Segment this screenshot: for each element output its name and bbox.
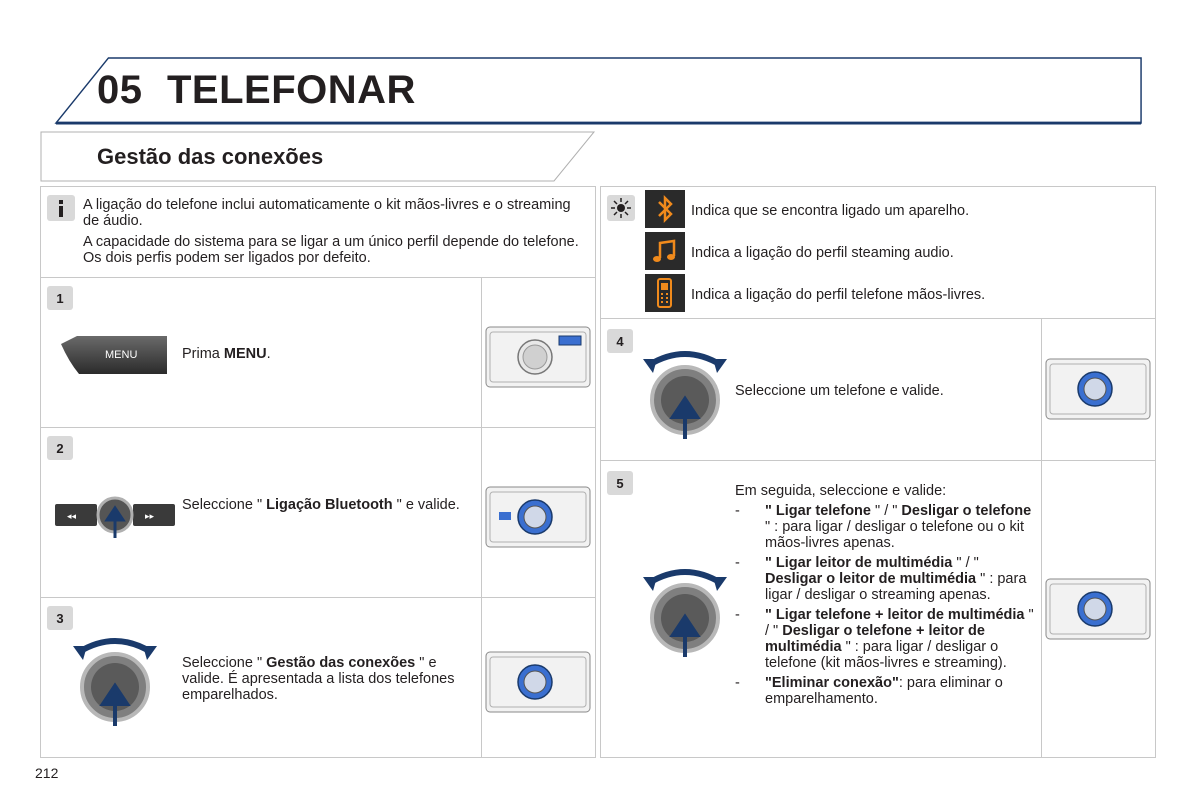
radio-image-cell bbox=[481, 598, 596, 758]
option-list bbox=[735, 503, 1035, 711]
bluetooth-icon bbox=[645, 190, 685, 228]
legend-text-1: Indica que se encontra ligado um aparelho. bbox=[691, 203, 970, 219]
option-item: - " Ligar leitor de multimédia " / " Desligar o leitor de multimédia " : para ligar / desligar o streaming apenas. bbox=[735, 555, 1027, 603]
step-2-text: Seleccione " Ligação Bluetooth " e valide. bbox=[182, 497, 460, 513]
step-5-panel bbox=[600, 460, 1156, 758]
step-badge: 2 bbox=[47, 436, 73, 460]
legend-text-2: Indica a ligação do perfil steaming audio. bbox=[691, 245, 954, 261]
svg-text:▸▸: ▸▸ bbox=[145, 512, 155, 522]
rotary-knob-image bbox=[643, 561, 727, 659]
step-2-panel bbox=[40, 427, 596, 598]
radio-panel-image bbox=[485, 326, 591, 388]
radio-image-cell bbox=[481, 428, 596, 598]
option-item: - " Ligar telefone + leitor de multimédia " / " Desligar o telefone + leitor de multimédia " : para ligar / desligar o telefone (kit mãos-livres e streaming). bbox=[735, 607, 1034, 671]
step-badge: 1 bbox=[47, 286, 73, 310]
legend-panel bbox=[600, 186, 1156, 319]
chapter-title: TELEFONAR bbox=[167, 68, 416, 112]
info-paragraph-1: A ligação do telefone inclui automaticamente o kit mãos-livres e o streaming de áudio. bbox=[83, 197, 571, 229]
step-4-panel bbox=[600, 318, 1156, 461]
legend-text-3: Indica a ligação do perfil telefone mãos-livres. bbox=[691, 287, 986, 303]
step-3-panel bbox=[40, 597, 596, 758]
option-item: - " Ligar telefone " / " Desligar o telefone " : para ligar / desligar o telefone ou o kit mãos-livres apenas. bbox=[735, 503, 1032, 551]
radio-image-cell bbox=[481, 278, 596, 428]
radio-panel-image bbox=[485, 651, 591, 713]
step-badge: 3 bbox=[47, 606, 73, 630]
info-paragraph-2: A capacidade do sistema para se ligar a um único perfil depende do telefone. Os dois perfis podem ser ligados por defeito. bbox=[83, 234, 579, 266]
step-badge: 5 bbox=[607, 471, 633, 495]
info-panel bbox=[40, 186, 596, 278]
seek-buttons-image bbox=[53, 494, 177, 540]
menu-button-label: MENU bbox=[105, 349, 138, 361]
option-item: - "Eliminar conexão": para eliminar o emparelhamento. bbox=[735, 675, 1003, 707]
step-5-intro: Em seguida, seleccione e valide: bbox=[735, 483, 947, 499]
step-1-text: Prima MENU. bbox=[182, 346, 271, 362]
radio-panel-image bbox=[485, 486, 591, 548]
page-number: 212 bbox=[35, 765, 59, 781]
music-note-icon bbox=[645, 232, 685, 270]
mobile-phone-icon bbox=[645, 274, 685, 312]
section-title: Gestão das conexões bbox=[97, 144, 324, 169]
rotary-knob-image bbox=[643, 343, 727, 441]
chapter-number: 05 bbox=[97, 68, 143, 112]
radio-image-cell bbox=[1041, 319, 1156, 461]
svg-text:◂◂: ◂◂ bbox=[67, 512, 77, 522]
light-icon bbox=[607, 195, 635, 221]
radio-panel-image bbox=[1045, 358, 1151, 420]
step-4-text: Seleccione um telefone e valide. bbox=[735, 383, 944, 399]
info-icon bbox=[47, 195, 75, 221]
step-badge: 4 bbox=[607, 329, 633, 353]
step-3-text: Seleccione " Gestão das conexões " e valide. É apresentada a lista dos telefones emparelhados. bbox=[182, 655, 455, 703]
radio-panel-image bbox=[1045, 578, 1151, 640]
radio-image-cell bbox=[1041, 461, 1156, 758]
step-1-panel bbox=[40, 277, 596, 428]
rotary-knob-image bbox=[73, 630, 157, 728]
